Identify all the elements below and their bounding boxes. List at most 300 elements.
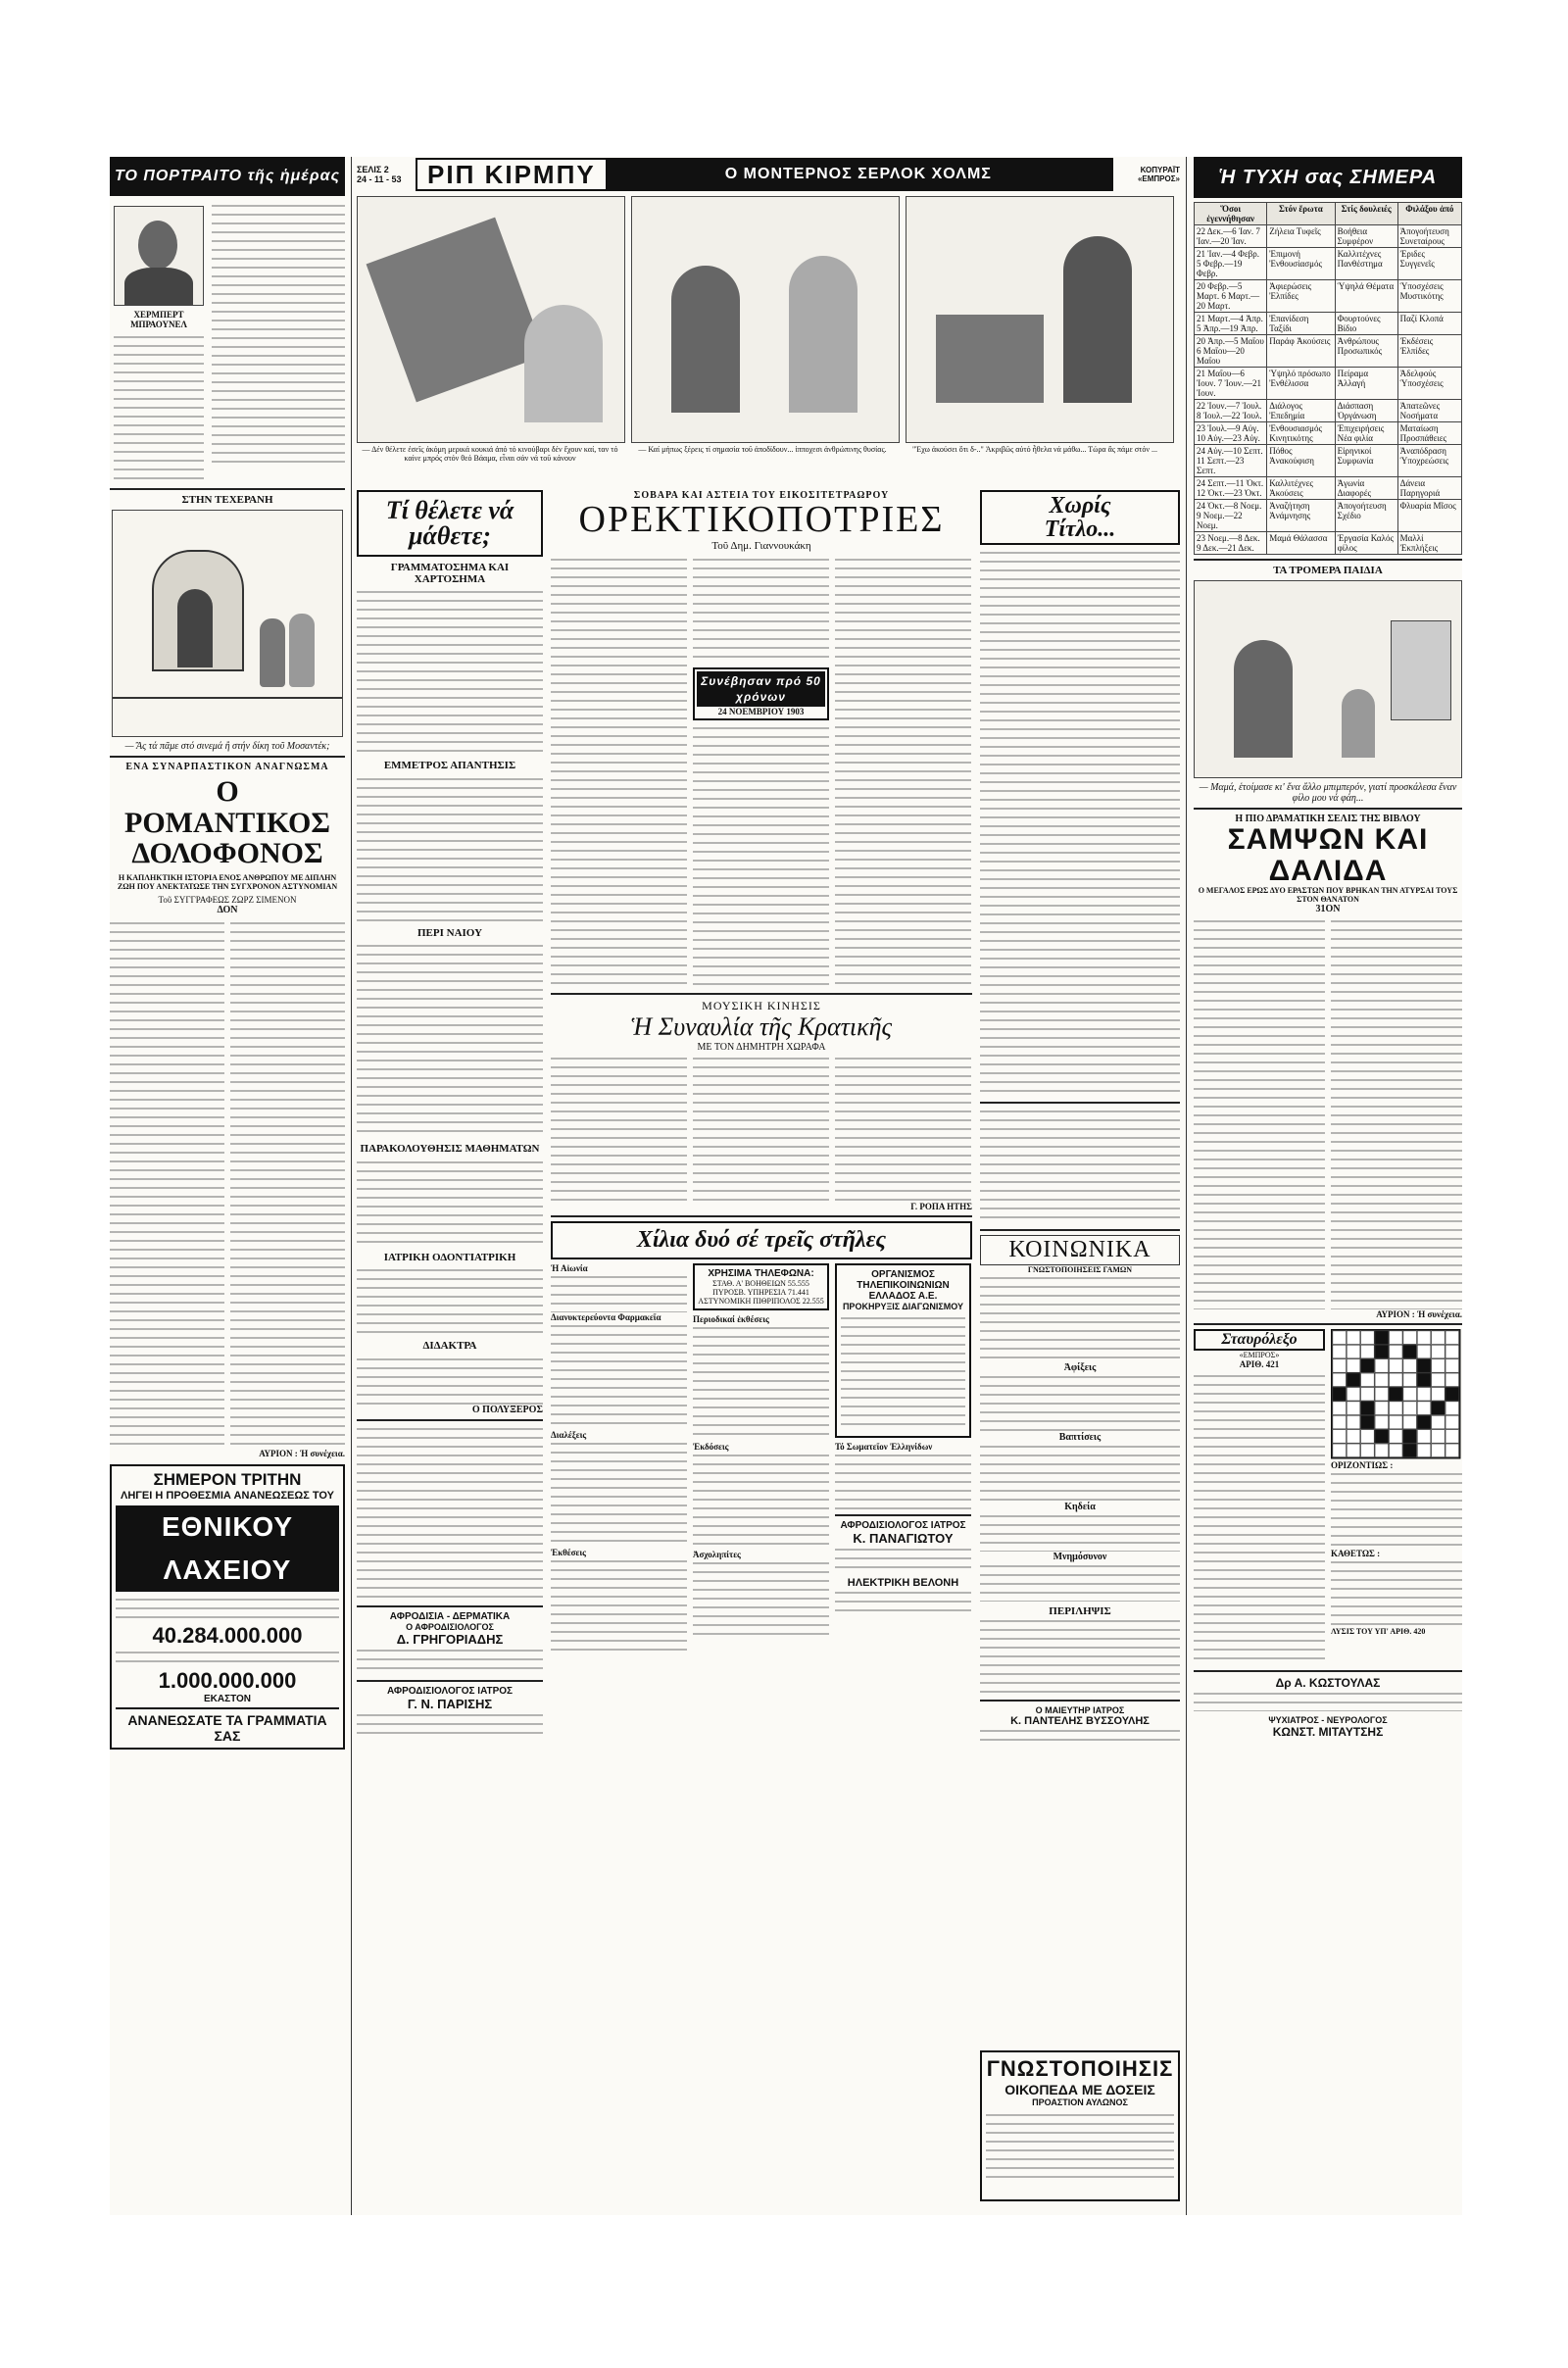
crossword-cell xyxy=(1402,1345,1416,1358)
col5-doctor-ad-text xyxy=(1194,1690,1462,1711)
serial-kicker: ΕΝΑ ΣΥΝΑΡΠΑΣΤΙΚΟΝ ΑΝΑΓΝΩΣΜΑ xyxy=(125,762,329,772)
notice-sub: ΟΙΚΟΠΕΔΑ ΜΕ ΔΟΣΕΙΣ xyxy=(1004,2082,1155,2097)
column-2 xyxy=(357,490,543,2215)
comic-copyright: ΚΟΠΥΡΑΪΤ «ΕΜΠΡΟΣ» xyxy=(1137,166,1180,183)
serial-continue: ΑΥΡΙΟΝ : Ἡ συνέχεια. xyxy=(259,1448,345,1458)
misc-text-2 xyxy=(551,1322,687,1430)
crossword-cell xyxy=(1446,1387,1459,1401)
misc-text-8 xyxy=(835,1452,971,1510)
horoscope-cell: Ἀδελφούς Ὑποσχέσεις xyxy=(1397,368,1461,400)
lottery-ad-line3: ΕΘΝΙΚΟΥ ΛΑΧΕΙΟΥ xyxy=(116,1505,339,1592)
crossword-vertical-clues xyxy=(1331,1558,1462,1627)
horoscope-cell: Παζί Κλοπά xyxy=(1397,313,1461,335)
col5-doctor-ad: Δρ Α. ΚΩΣΤΟΥΛΑΣ xyxy=(1275,1676,1381,1690)
horoscope-row xyxy=(1195,313,1462,335)
crossword-cell xyxy=(1332,1345,1346,1358)
crossword-cell xyxy=(1347,1444,1360,1457)
section-fees: ΔΙΔΑΚΤΡΑ xyxy=(422,1340,477,1353)
crossword-cell xyxy=(1375,1387,1389,1401)
horoscope-row xyxy=(1195,422,1462,445)
crossword-grid xyxy=(1331,1329,1460,1458)
crossword-cell xyxy=(1402,1373,1416,1387)
book-title: ΣΑΜΨΩΝ ΚΑΙ ΔΑΛΙΔΑ xyxy=(1227,823,1429,887)
newspaper-page xyxy=(110,157,1462,2215)
crossword-cell xyxy=(1375,1345,1389,1358)
crossword-cell xyxy=(1446,1345,1459,1358)
horoscope-col-work: Στίς δουλειές xyxy=(1335,203,1397,225)
portrait-text xyxy=(114,333,204,480)
horoscope-cell: Ἐριδες Συγγενεῖς xyxy=(1397,248,1461,280)
lottery-ad-text xyxy=(116,1596,339,1623)
crossword-cell xyxy=(1360,1387,1374,1401)
article-title: ΟΡΕΚΤΙΚΟΠΟΤΡΙΕΣ xyxy=(578,499,945,540)
horoscope-table xyxy=(1194,202,1462,555)
crossword-cell xyxy=(1360,1373,1374,1387)
horoscope-cell: Ὑψηλά Θέματα xyxy=(1335,280,1397,313)
horoscope-row xyxy=(1195,532,1462,555)
lottery-ad-line1: ΣΗΜΕΡΟΝ ΤΡΙΤΗΝ xyxy=(153,1469,302,1489)
cartoon-caption: — Ἄς τά πᾶμε στό σινεμά ἢ στήν δίκη τοῦ Μοσαντέκ; xyxy=(124,741,330,752)
crossword-cell xyxy=(1417,1330,1431,1344)
horoscope-cell: Ἐνθουσιασμός Κινητικότης xyxy=(1267,422,1335,445)
article-text-1 xyxy=(551,556,687,987)
horoscope-cell: Φλυαρία Μῖσος xyxy=(1397,500,1461,532)
crossword-cell xyxy=(1389,1358,1402,1372)
crossword-cell xyxy=(1431,1330,1445,1344)
horoscope-row xyxy=(1195,477,1462,500)
section-verse: ΕΜΜΕΤΡΟΣ ΑΠΑΝΤΗΣΙΣ xyxy=(383,760,516,772)
crossword-cell xyxy=(1417,1358,1431,1372)
horoscope-cell: Διάλογος Ἐπεδημία xyxy=(1267,400,1335,422)
portrait-name: ΧΕΡΜΠΕΡΤ ΜΠΡΑΟΥΝΕΛ xyxy=(130,310,187,329)
misc-text-4 xyxy=(551,1557,687,1655)
column-3 xyxy=(551,490,972,2215)
crossword-cell xyxy=(1417,1345,1431,1358)
crossword-cell xyxy=(1347,1429,1360,1443)
crossword-cell xyxy=(1360,1429,1374,1443)
horoscope-cell: Ἀπατεῶνες Νοσήματα xyxy=(1397,400,1461,422)
horoscope-row xyxy=(1195,500,1462,532)
horoscope-cell: Ἐπιμονή Ἐνθουσίασμός xyxy=(1267,248,1335,280)
crossword-cell xyxy=(1347,1358,1360,1372)
book-part: 31ΟΝ xyxy=(1315,904,1341,914)
misc-text-7 xyxy=(693,1559,829,1638)
article-byline: Τοῦ Δημ. Γιαννουκάκη xyxy=(711,539,811,552)
ad-derm-name: Δ. ΓΡΗΓΟΡΙΑΔΗΣ xyxy=(396,1631,504,1647)
book-text-1 xyxy=(1194,917,1325,1309)
section-naiou: ΠΕΡΙ ΝΑΙΟΥ xyxy=(416,926,483,939)
crossword-cell xyxy=(1389,1401,1402,1414)
kids-header: ΤΑ ΤΡΟΜΕΡΑ ΠΑΙΔΙΑ xyxy=(1273,565,1383,576)
crossword-cell xyxy=(1332,1330,1346,1344)
no-title-text xyxy=(980,549,1180,1098)
crossword-horizontal-clues xyxy=(1331,1470,1462,1549)
horoscope-cell: Ὑποσχέσεις Μυστικότης xyxy=(1397,280,1461,313)
misc-section-3: Διαλέξεις xyxy=(551,1430,587,1441)
horoscope-row xyxy=(1195,248,1462,280)
section-stamps-text xyxy=(357,588,543,755)
crossword-cell xyxy=(1446,1358,1459,1372)
crossword-cell xyxy=(1375,1373,1389,1387)
crossword-cell xyxy=(1375,1429,1389,1443)
lottery-ad-line2: ΛΗΓΕΙ Η ΠΡΟΘΕΣΜΙΑ ΑΝΑΝΕΩΣΕΩΣ ΤΟΥ xyxy=(121,1489,334,1502)
crossword-cell xyxy=(1431,1358,1445,1372)
kinoniko-title: ΚΟΙΝΩΝΙΚΑ xyxy=(980,1235,1180,1265)
notice-title: ΓΝΩΣΤΟΠΟΙΗΣΙΣ xyxy=(986,2056,1174,2081)
crossword-cell xyxy=(1332,1373,1346,1387)
crossword-cell xyxy=(1389,1330,1402,1344)
section-dental-text xyxy=(357,1266,543,1335)
crossword-cell xyxy=(1446,1444,1459,1457)
crossword-cell xyxy=(1446,1401,1459,1414)
book-sub: Ο ΜΕΓΑΛΟΣ ΕΡΩΣ ΔΥΟ ΕΡΑΣΤΩΝ ΠΟΥ ΒΡΗΚΑΝ ΤΗΝ ΑΤΥΡΣΑΙ ΤΟΥΣ ΣΤΟΝ ΘΑΝΑΤΟΝ xyxy=(1198,886,1458,904)
horoscope-cell: Βοήθεια Συμφέρον xyxy=(1335,225,1397,248)
section-verse-text xyxy=(357,775,543,922)
crossword-cell xyxy=(1402,1429,1416,1443)
kinoniko-section-1: Ἀφίξεις xyxy=(1063,1362,1097,1374)
column-5 xyxy=(1194,157,1462,2215)
crossword-cell xyxy=(1332,1429,1346,1443)
horoscope-cell: 20 Φεβρ.—5 Μαρτ. 6 Μαρτ.—20 Μαρτ. xyxy=(1195,280,1267,313)
section-naiou-text xyxy=(357,942,543,1138)
cartoon-header: ΣΤΗΝ ΤΕΧΕΡΑΝΗ xyxy=(181,494,273,506)
crossword-cell xyxy=(1347,1401,1360,1414)
misc-section-5: Περιοδικαί ἐκθέσεις xyxy=(693,1314,769,1325)
crossword-clues xyxy=(1194,1372,1325,1666)
crossword-sub: «ΕΜΠΡΟΣ» xyxy=(1239,1351,1280,1359)
crossword-cell xyxy=(1360,1401,1374,1414)
comic-panel-2 xyxy=(631,196,900,443)
crossword-cell xyxy=(1431,1429,1445,1443)
comic-title: ΡΙΠ ΚΙΡΜΠΥ xyxy=(427,159,596,189)
kinoniko-section-2: Βαπτίσεις xyxy=(1058,1432,1102,1444)
horoscope-cell: 21 Μαΐου—6 Ἰουν. 7 Ἰουν.—21 Ἰουν. xyxy=(1195,368,1267,400)
kinoniko-text-2 xyxy=(980,1373,1180,1432)
crossword-cell xyxy=(1389,1415,1402,1429)
crossword-cell xyxy=(1375,1330,1389,1344)
horoscope-cell: Παράφ Ἀκούσεις xyxy=(1267,335,1335,368)
ad-doctor-name: Γ. Ν. ΠΑΡΙΣΗΣ xyxy=(407,1696,493,1711)
horoscope-cell: 23 Ἰουλ.—9 Αὐγ. 10 Αὐγ.—23 Αὐγ. xyxy=(1195,422,1267,445)
horoscope-cell: Ἀναπόδραση Ὑποχρεώσεις xyxy=(1397,445,1461,477)
horoscope-cell: Ἀναζήτηση Ἀνάμνησης xyxy=(1267,500,1335,532)
horoscope-col-born: Ὅσοι ἐγεννήθησαν xyxy=(1195,203,1267,225)
misc-section-8: Τό Σωματεῖον Ἐλληνίδων xyxy=(835,1442,933,1453)
crossword-horizontal-label: ΟΡΙΖΟΝΤΙΩΣ : xyxy=(1331,1460,1394,1470)
crossword-cell xyxy=(1347,1345,1360,1358)
crossword-cell xyxy=(1402,1358,1416,1372)
serial-title-line2: ΔΟΛΟΦΟΝΟΣ xyxy=(131,837,323,869)
crossword-cell xyxy=(1332,1387,1346,1401)
col5-doctor2-name: ΚΩΝΣΤ. ΜΙΤΑΥΤΣΗΣ xyxy=(1272,1725,1384,1739)
thousand-title: Χίλια δυό σέ τρεῖς στῆλες xyxy=(551,1221,972,1259)
horoscope-row xyxy=(1195,335,1462,368)
fifty-years-title: Συνέβησαν πρό 50 χρόνων xyxy=(697,671,825,707)
article-text-2b xyxy=(693,724,829,989)
music-byline: ΜΕ ΤΟΝ ΔΗΜΗΤΡΗ ΧΩΡΑΦΑ xyxy=(697,1042,826,1054)
horoscope-cell: Ἐκδέσεις Ἐλπίδες xyxy=(1397,335,1461,368)
serial-author: Τοῦ ΣΥΓΓΡΑΦΕΩΣ ΖΩΡΖ ΣΙΜΕΝΟΝ xyxy=(158,894,297,905)
music-kicker: ΜΟΥΣΙΚΗ ΚΙΝΗΣΙΣ xyxy=(702,998,821,1012)
section-courses: ΠΑΡΑΚΟΛΟΥΘΗΣΙΣ ΜΑΘΗΜΑΤΩΝ xyxy=(360,1143,540,1156)
book-continue: ΑΥΡΙΟΝ : Ἡ συνέχεια. xyxy=(1376,1309,1462,1319)
horoscope-cell: Μαμά Θάλασσα xyxy=(1267,532,1335,555)
kids-caption: — Μαμά, ἑτοίμασε κι' ἕνα ἄλλο μπιμπερόν, γιατί προσκάλεσα ἕναν φίλο μου νά φάη... xyxy=(1199,782,1457,804)
horoscope-cell: Ζήλεια Τυφεῖς xyxy=(1267,225,1335,248)
crossword-cell xyxy=(1375,1415,1389,1429)
crossword-cell xyxy=(1446,1415,1459,1429)
org-box xyxy=(835,1263,971,1438)
crossword-cell xyxy=(1332,1358,1346,1372)
org-text xyxy=(841,1314,965,1432)
comic-caption-3: "Ἐχω ἀκούσει ὅτι δ-.." Ἀκριβῶς αὐτό ἦθελα νά μάθω... Τώρα ἂς πάμε στόν ... xyxy=(911,445,1158,454)
kinoniko-text-5 xyxy=(980,1562,1180,1602)
crossword-cell xyxy=(1417,1415,1431,1429)
crossword-cell xyxy=(1446,1373,1459,1387)
horoscope-cell: Ἐπανίδεση Ταξίδι xyxy=(1267,313,1335,335)
crossword-cell xyxy=(1446,1330,1459,1344)
no-title-box xyxy=(980,490,1180,545)
page-date: 24 - 11 - 53 xyxy=(357,174,402,184)
crossword-cell xyxy=(1360,1330,1374,1344)
horoscope-row xyxy=(1195,368,1462,400)
lottery-amount-2-label: ΕΚΑΣΤΟΝ xyxy=(203,1693,252,1704)
kinoniko-text-1 xyxy=(980,1274,1180,1362)
horoscope-cell: Διάσπαση Ὀργάνωση xyxy=(1335,400,1397,422)
phones-title: ΧΡΗΣΙΜΑ ΤΗΛΕΦΩΝΑ: xyxy=(708,1268,814,1280)
horoscope-col-beware: Φιλάξου ἀπό xyxy=(1397,203,1461,225)
horoscope-cell: Εἰρηνικοί Συμφωνία xyxy=(1335,445,1397,477)
crossword-vertical-label: ΚΑΘΕΤΩΣ : xyxy=(1331,1549,1381,1558)
notice-text xyxy=(986,2111,1174,2180)
serial-subtitle: Η ΚΑΠΛΗΚΤΙΚΗ ΙΣΤΟΡΙΑ ΕΝΟΣ ΑΝΘΡΩΠΟΥ ΜΕ ΔΙΠΛΗΝ ΖΩΗ ΠΟΥ ΑΝΕΚΤΑΤΩΣΕ ΤΗΝ ΣΥΓΧΡΟΝΟΝ ΑΣΤΥΝΟΜΙΑΝ xyxy=(117,872,338,891)
serial-text-left xyxy=(110,919,224,1449)
kinoniko-section-4: Μνημόσυνον xyxy=(1053,1552,1107,1563)
fifty-years-date: 24 ΝΟΕΜΒΡΙΟΥ 1903 xyxy=(717,706,805,716)
horoscope-cell: 21 Ἰαν.—4 Φεβρ. 5 Φεβρ.—19 Φεβρ. xyxy=(1195,248,1267,280)
ad-doctor-text xyxy=(357,1711,543,1741)
music-signature: Γ. ΡΟΠΑ ΗΤΗΣ xyxy=(910,1202,972,1212)
comic-subtitle: Ο ΜΟΝΤΕΡΝΟΣ ΣΕΡΛΟΚ ΧΟΛΜΣ xyxy=(606,160,1111,189)
crossword-cell xyxy=(1389,1429,1402,1443)
ad-derm-title: ΑΦΡΟΔΙΣΙΑ - ΔΕΡΜΑΤΙΚΑ xyxy=(389,1610,511,1622)
org-sub: ΠΡΟΚΗΡΥΞΙΣ ΔΙΑΓΩΝΙΣΜΟΥ xyxy=(842,1302,964,1312)
horoscope-cell: Καλλιτέχνες Ἀκούσεις xyxy=(1267,477,1335,500)
no-title-line2: Τίτλο... xyxy=(1044,517,1116,542)
crossword-cell xyxy=(1360,1358,1374,1372)
serial-title-line1: Ο ΡΟΜΑΝΤΙΚΟΣ xyxy=(124,775,330,839)
portrait-text-right xyxy=(212,202,345,465)
doctor-ad-name: Κ. ΠΑΝΑΓΙΩΤΟΥ xyxy=(853,1531,954,1547)
lottery-ad-text-2 xyxy=(116,1649,339,1668)
horoscope-cell: Ὑψηλό πρόσωπο Ἐνθέλισσα xyxy=(1267,368,1335,400)
column-1 xyxy=(110,157,345,2215)
crossword-cell xyxy=(1431,1444,1445,1457)
obgyn-ad-name: Κ. ΠΑΝΤΕΛΗΣ ΒΥΣΣΟΥΛΗΣ xyxy=(1010,1715,1150,1728)
ad-derm-text xyxy=(357,1647,543,1676)
misc-section-7: Ἀσχοληπίτες xyxy=(693,1550,741,1560)
crossword-number: ΑΡΙΘ. 421 xyxy=(1239,1359,1280,1369)
kinoniko-text-4 xyxy=(980,1512,1180,1552)
crossword-cell xyxy=(1402,1444,1416,1457)
misc-section-1: Ἡ Αἰωνία xyxy=(551,1263,588,1274)
kids-cartoon xyxy=(1194,580,1462,778)
column-2-extra-text xyxy=(357,1425,543,1602)
horoscope-cell: 22 Ἰουν.—7 Ἰουλ. 8 Ἰουλ.—22 Ἰουλ. xyxy=(1195,400,1267,422)
comic-caption-1: — Δέν θέλετε ἐσεῖς ἀκόμη μερικά κουκιά ἀπό τό κινούβαρι δέν ἔχουν καί, ταν τό καίνε μπρός στόν θεό Βάαμα, εἶναι σάν νά τοῦ κάνουν xyxy=(362,445,618,463)
crossword-cell xyxy=(1389,1387,1402,1401)
crossword-cell xyxy=(1375,1444,1389,1457)
crossword-cell xyxy=(1389,1373,1402,1387)
column-4 xyxy=(980,490,1180,2215)
column-2-header: Τί θέλετε νά μάθετε; xyxy=(357,490,543,557)
horoscope-cell: Πείραμα Ἀλλαγή xyxy=(1335,368,1397,400)
column-2-signature: Ο ΠΟΛΥΞΕΡΟΣ xyxy=(471,1404,543,1415)
phones-box xyxy=(693,1263,829,1310)
serial-part: ΔΟΝ xyxy=(217,904,238,915)
crossword-cell xyxy=(1347,1330,1360,1344)
music-text-2 xyxy=(693,1055,829,1202)
portrait-header: ΤΟ ΠΟΡΤΡΑΙΤΟ τῆς ἡμέρας xyxy=(110,157,345,196)
ad-derm-role: Ο ΑΦΡΟΔΙΣΙΟΛΟΓΟΣ xyxy=(406,1621,494,1632)
crossword-cell xyxy=(1417,1444,1431,1457)
crossword-cell xyxy=(1389,1345,1402,1358)
horoscope-cell: Μαλλί Ἐκπλήξεις xyxy=(1397,532,1461,555)
misc-text-1 xyxy=(551,1273,687,1312)
page-label: ΣΕΛΙΣ 2 xyxy=(357,165,389,174)
doctor2-text xyxy=(835,1589,971,1616)
music-title: Ἡ Συναυλία τῆς Κρατικῆς xyxy=(630,1011,893,1041)
crossword-cell xyxy=(1446,1429,1459,1443)
book-kicker: Η ΠΙΟ ΔΡΑΜΑΤΙΚΗ ΣΕΛΙΣ ΤΗΣ ΒΙΒΛΟΥ xyxy=(1235,814,1421,824)
horoscope-row xyxy=(1195,400,1462,422)
kinoniko-section-3: Κηδεία xyxy=(1064,1502,1096,1513)
serial-text-right xyxy=(230,919,345,1449)
horoscope-cell: Φουρτούνες Βίδιο xyxy=(1335,313,1397,335)
crossword-title: Σταυρόλεξο xyxy=(1194,1329,1325,1351)
horoscope-cell: Ἐργασία Καλός φίλος xyxy=(1335,532,1397,555)
crossword-cell xyxy=(1431,1373,1445,1387)
notice-sub2: ΠΡΟΑΣΤΙΟΝ ΑΥΛΩΝΟΣ xyxy=(1032,2097,1128,2107)
horoscope-cell: Ἀγωνία Διαφορές xyxy=(1335,477,1397,500)
column-rule xyxy=(351,157,352,2215)
horoscope-cell: Ἀφιερώσεις Ἐλπίδες xyxy=(1267,280,1335,313)
comic-strip-area xyxy=(357,157,1180,480)
misc-section-4: Ἐκθέσεις xyxy=(551,1548,586,1558)
misc-section-6: Ἐκδόσεις xyxy=(693,1442,729,1453)
section-courses-text xyxy=(357,1159,543,1247)
crossword-cell xyxy=(1417,1387,1431,1401)
horoscope-cell: Πόθος Ἀνακούφιση xyxy=(1267,445,1335,477)
crossword-cell xyxy=(1431,1345,1445,1358)
section-dental: ΙΑΤΡΙΚΗ ΟΔΟΝΤΙΑΤΡΙΚΗ xyxy=(383,1251,516,1263)
horoscope-cell: Ἀπογοήτευση Συνεταίρους xyxy=(1397,225,1461,248)
col5-doctor2-title: ΨΥΧΙΑΤΡΟΣ - ΝΕΥΡΟΛΟΓΟΣ xyxy=(1268,1715,1388,1725)
org-title: ΟΡΓΑΝΙΣΜΟΣ ΤΗΛΕΠΙΚΟΙΝΩΝΙΩΝ ΕΛΛΑΔΟΣ Α.Ε. xyxy=(857,1269,950,1303)
misc-text-3 xyxy=(551,1440,687,1548)
obgyn-ad-text xyxy=(980,1727,1180,1747)
crossword-cell xyxy=(1402,1401,1416,1414)
crossword-cell xyxy=(1431,1387,1445,1401)
crossword-cell xyxy=(1402,1387,1416,1401)
doctor-ad-title: ΑΦΡΟΔΙΣΙΟΛΟΓΟΣ ΙΑΤΡΟΣ xyxy=(840,1520,966,1532)
misc-text-5 xyxy=(693,1324,829,1442)
misc-text-6 xyxy=(693,1452,829,1550)
crossword-cell xyxy=(1360,1345,1374,1358)
crossword-cell xyxy=(1332,1415,1346,1429)
misc-section-2: Διανυκτερεύοντα Φαρμακεῖα xyxy=(551,1312,662,1323)
no-title-line1: Χωρίς xyxy=(1049,493,1111,518)
crossword-cell xyxy=(1375,1401,1389,1414)
crossword-solution-label: ΛΥΣΙΣ ΤΟΥ ΥΠ' ΑΡΙΘ. 420 xyxy=(1331,1627,1426,1636)
crossword-cell xyxy=(1347,1387,1360,1401)
kinoniko-sub: ΓΝΩΣΤΟΠΟΙΗΣΕΙΣ ΓΑΜΩΝ xyxy=(1027,1265,1133,1275)
horoscope-cell: 21 Μαρτ.—4 Ἀπρ. 5 Ἀπρ.—19 Ἀπρ. xyxy=(1195,313,1267,335)
horoscope-cell: 23 Νοεμ.—8 Δεκ. 9 Δεκ.—21 Δεκ. xyxy=(1195,532,1267,555)
tehran-cartoon xyxy=(112,510,343,737)
horoscope-cell: 24 Σεπτ.—11 Ὀκτ. 12 Ὀκτ.—23 Ὀκτ. xyxy=(1195,477,1267,500)
notice-ad xyxy=(980,2050,1180,2201)
crossword-cell xyxy=(1375,1358,1389,1372)
col4-perilipsis: ΠΕΡΙΛΗΨΙΣ xyxy=(1049,1605,1111,1618)
col4-text-2 xyxy=(980,1108,1180,1225)
lottery-amount-2: 1.000.000.000 xyxy=(158,1667,297,1693)
article-kicker: ΣΟΒΑΡΑ ΚΑΙ ΑΣΤΕΙΑ ΤΟΥ ΕΙΚΟΣΙΤΕΤΡΑΩΡΟΥ xyxy=(633,490,890,501)
crossword-cell xyxy=(1417,1429,1431,1443)
crossword-cell xyxy=(1417,1373,1431,1387)
lottery-amount-1: 40.284.000.000 xyxy=(152,1622,303,1648)
horoscope-row xyxy=(1195,445,1462,477)
kinoniko-text-3 xyxy=(980,1443,1180,1502)
section-fees-text xyxy=(357,1356,543,1405)
crossword-cell xyxy=(1347,1415,1360,1429)
book-text-2 xyxy=(1331,917,1462,1309)
horoscope-cell: 24 Ὀκτ.—8 Νοεμ. 9 Νοεμ.—22 Νοεμ. xyxy=(1195,500,1267,532)
comic-panel-3 xyxy=(906,196,1174,443)
obgyn-ad-role: Ο ΜΑΙΕΥΤΗΡ ΙΑΤΡΟΣ xyxy=(1035,1705,1125,1716)
horoscope-cell: 24 Αὐγ.—10 Σεπτ. 11 Σεπτ.—23 Σεπτ. xyxy=(1195,445,1267,477)
horoscope-header: Ἡ ΤΥΧΗ σας ΣΗΜΕΡΑ xyxy=(1194,157,1462,198)
horoscope-row xyxy=(1195,225,1462,248)
article-text-3 xyxy=(835,556,971,987)
horoscope-cell: Ἐπιχειρήσεις Νέα φιλία xyxy=(1335,422,1397,445)
section-stamps: ΓΡΑΜΜΑΤΟΣΗΜΑ ΚΑΙ ΧΑΡΤΟΣΗΜΑ xyxy=(390,562,510,585)
crossword-cell xyxy=(1417,1401,1431,1414)
crossword-cell xyxy=(1332,1444,1346,1457)
horoscope-cell: Δάνεια Παρηγοριά xyxy=(1397,477,1461,500)
crossword-cell xyxy=(1402,1415,1416,1429)
crossword-cell xyxy=(1389,1444,1402,1457)
lottery-ad xyxy=(110,1464,345,1750)
phones-text: ΣΤΑΘ. Α' ΒΟΗΘΕΙΩΝ 55.555 ΠΥΡΟΣΒ. ΥΠΗΡΕΣΙΑ 71.441 ΑΣΤΥΝΟΜΙΚΗ ΠΙΘΡΙΠΟΛΟΣ 22.555 xyxy=(698,1279,824,1307)
crossword-cell xyxy=(1360,1444,1374,1457)
horoscope-col-love: Στόν ἔρωτα xyxy=(1267,203,1335,225)
horoscope-cell: Καλλιτέχνες Πανθέστημα xyxy=(1335,248,1397,280)
doctor2-title: ΗΛΕΚΤΡΙΚΗ ΒΕΛΟΝΗ xyxy=(847,1577,959,1590)
horoscope-cell: Ἀπογοήτευση Σχέδιο xyxy=(1335,500,1397,532)
fifty-years-box xyxy=(693,667,829,720)
crossword-cell xyxy=(1431,1401,1445,1414)
crossword-cell xyxy=(1402,1330,1416,1344)
lottery-ad-footer: ΑΝΑΝΕΩΣΑΤΕ ΤΑ ΓΡΑΜΜΑΤΙΑ ΣΑΣ xyxy=(116,1707,339,1744)
crossword-cell xyxy=(1360,1415,1374,1429)
crossword-cell xyxy=(1332,1401,1346,1414)
horoscope-cell: Ματαίωση Προσπάθειες xyxy=(1397,422,1461,445)
comic-caption-2: — Καί μήπως ξέρεις τί σημασία τοῦ ἀποδίδουν... ἱπποχεσι ἀνθρώπινης θυσίας. xyxy=(638,445,887,454)
crossword-cell xyxy=(1431,1415,1445,1429)
horoscope-cell: 22 Δεκ.—6 Ἰαν. 7 Ἰαν.—20 Ἰαν. xyxy=(1195,225,1267,248)
comic-panel-1 xyxy=(357,196,625,443)
